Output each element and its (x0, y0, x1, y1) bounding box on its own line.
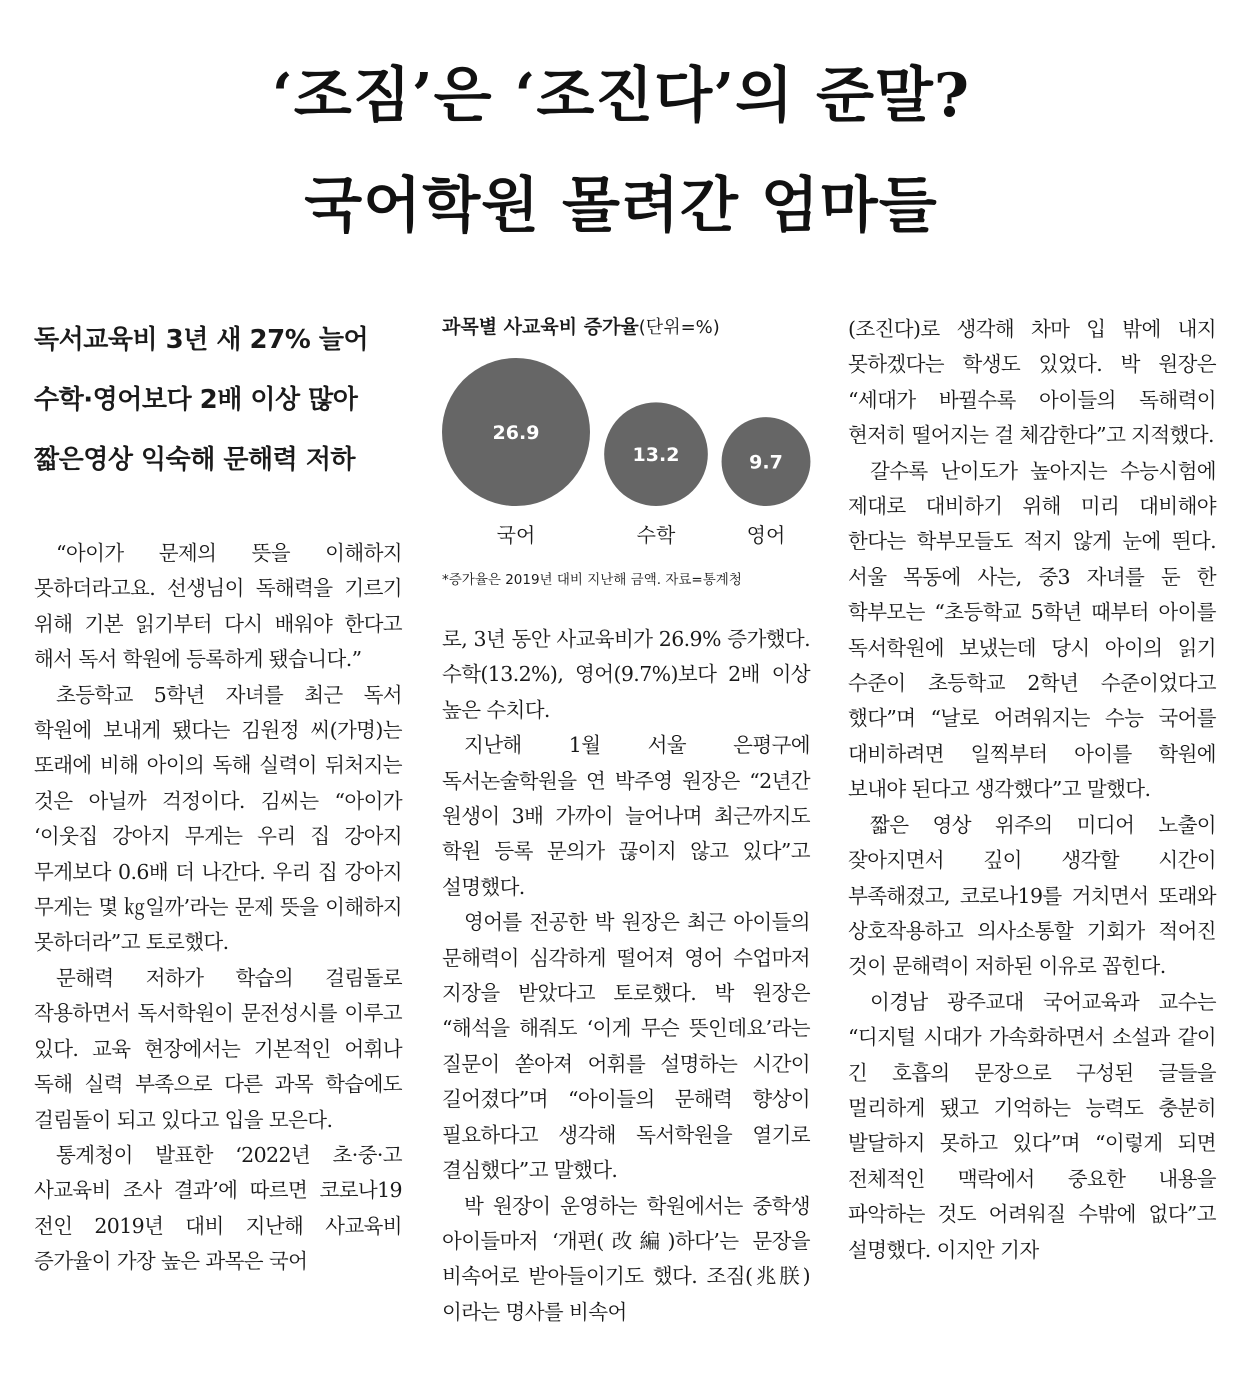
paragraph: 문해력 저하가 학습의 걸림돌로 작용하면서 독서학원이 문전성시를 이루고 있다. 교육 현장에서는 기본적인 어휘나 독해 실력 부족으로 다른 과목 학습에도 걸림돌이 되고 있다고 입을 모은다. (34, 965, 402, 1132)
bubble-value-label: 9.7 (749, 451, 783, 474)
paragraph-text: 이경남 광주교대 국어교육과 교수는 “디지털 시대가 가속화하면서 소설과 같이 긴 호흡의 문장으로 구성된 글들을 멀리하게 됐고 기억하는 능력도 충분히 발달하지 못하고 있다”며 “이렇게 되면 전체적인 맥락에서 중요한 내용을 파악하는 것도 어려워질 수밖에 없다”고 설명했다. (848, 989, 1216, 1262)
headline-line-1: ‘조짐’은 ‘조진다’의 준말? (271, 61, 971, 131)
paragraph: 박 원장이 운영하는 학원에서는 중학생 아이들마저 ‘개편(改編)하다’는 문장을 비속어로 받아들이기도 했다. 조짐(兆朕)이라는 명사를 비속어 (442, 1193, 810, 1324)
paragraph (848, 985, 1216, 1268)
bubble-chart (442, 312, 810, 612)
article-column-3 (848, 312, 1216, 1268)
headline-line-2: 국어학원 몰려간 엄마들 (304, 171, 938, 241)
bubble-category-label: 국어 (496, 523, 536, 547)
paragraph: 영어를 전공한 박 원장은 최근 아이들의 문해력이 심각하게 떨어져 영어 수업마저 지장을 받았다고 토로했다. 박 원장은 “해석을 해줘도 ‘이게 무슨 뜻인데요’라는 질문이 쏟아져 어휘를 설명하는 시간이 길어졌다”며 “아이들의 문해력 향상이 필요하다고 생각해 독서학원을 열기로 결심했다”고 말했다. (442, 910, 810, 1183)
paragraph: (조진다)로 생각해 차마 입 밖에 내지 못하겠다는 학생도 있었다. 박 원장은 “세대가 바뀔수록 아이들의 독해력이 현저히 떨어지는 걸 체감한다”고 지적했다. (848, 317, 1216, 448)
subhead: 수학·영어보다 2배 이상 많아 (34, 385, 358, 415)
subhead: 독서교육비 3년 새 27% 늘어 (34, 325, 369, 355)
paragraph: 갈수록 난이도가 높아지는 수능시험에 제대로 대비하기 위해 미리 대비해야 한다는 학부모들도 적지 않게 눈에 띈다. 서울 목동에 사는, 중3 자녀를 둔 한 학부모는 “초등학교 5학년 때부터 아이를 독서학원에 보냈는데 당시 아이의 읽기 수준이 초등학교 2학년 수준이었다고 했다”며 “날로 어려워지는 수능 국어를 대비하려면 일찍부터 아이를 학원에 보내야 된다고 생각했다”고 말했다. (848, 458, 1216, 802)
byline: 이지안 기자 (936, 1237, 1039, 1262)
paragraph: 통계청이 발표한 ‘2022년 초·중·고 사교육비 조사 결과’에 따르면 코로나19 전인 2019년 대비 지난해 사교육비 증가율이 가장 높은 과목은 국어 (34, 1142, 402, 1274)
paragraph: 로, 3년 동안 사교육비가 26.9% 증가했다. 수학(13.2%), 영어(9.7%)보다 2배 이상 높은 수치다. (442, 627, 810, 722)
paragraph: 초등학교 5학년 자녀를 최근 독서 학원에 보내게 됐다는 김원정 씨(가명)는 또래에 비해 아이의 독해 실력이 뒤처지는 것은 아닐까 걱정이다. 김씨는 “아이가 ‘이웃집 강아지 무게는 우리 집 강아지 무게보다 0.6배 더 나간다. 우리 집 강아지 무게는 몇 ㎏일까’라는 문제 뜻을 이해하지 못하더라”고 토로했다. (34, 682, 402, 955)
bubble-value-label: 13.2 (632, 444, 680, 467)
chart-title: 과목별 사교육비 증가율 (442, 316, 639, 338)
chart-plot (442, 352, 812, 562)
chart-source-note: *증가율은 2019년 대비 지난해 금액. 자료=통계청 (442, 572, 742, 588)
chart-unit: (단위=%) (638, 317, 720, 338)
subhead: 짧은영상 익숙해 문해력 저하 (34, 445, 356, 475)
paragraph: 짧은 영상 위주의 미디어 노출이 잦아지면서 깊이 생각할 시간이 부족해졌고, 코로나19를 거치면서 또래와 상호작용하고 의사소통할 기회가 적어진 것이 문해력이 저하된 이유로 꼽힌다. (848, 812, 1216, 979)
bubble-category-label: 영어 (746, 523, 786, 547)
bubble-category-label: 수학 (636, 523, 676, 547)
paragraph: “아이가 문제의 뜻을 이해하지 못하더라고요. 선생님이 독해력을 기르기 위해 기본 읽기부터 다시 배워야 한다고 해서 독서 학원에 등록하게 됐습니다.” (34, 541, 402, 672)
article-column-1 (34, 310, 402, 1280)
chart-title-row (442, 312, 720, 339)
subheads (34, 310, 402, 490)
paragraph: 지난해 1월 서울 은평구에 독서논술학원을 연 박주영 원장은 “2년간 원생이 3배 가까이 늘어나며 최근까지도 학원 등록 문의가 끊이지 않고 있다”고 설명했다. (442, 733, 810, 899)
article-column-2 (442, 312, 810, 1330)
bubble-value-label: 26.9 (492, 422, 540, 444)
